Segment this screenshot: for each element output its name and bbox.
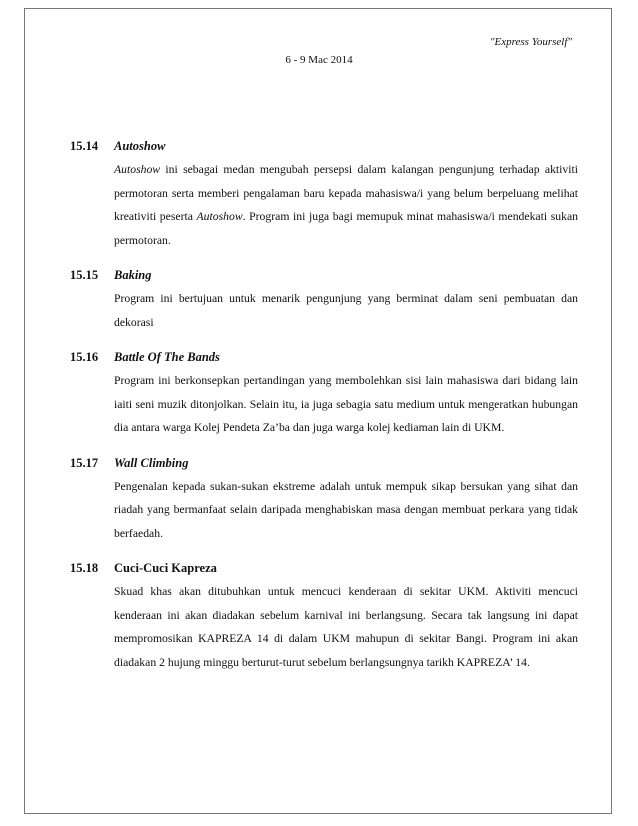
body-part-italic: Autoshow: [196, 210, 243, 223]
section-heading: [70, 453, 578, 473]
section-title: Autoshow: [114, 139, 166, 153]
section-number: 15.17: [70, 455, 99, 470]
section-body: Skuad khas akan ditubuhkan untuk mencuci kenderaan di sekitar UKM. Aktiviti mencuci kenderaan ini akan diadakan sebelum karnival ini berlangsung. Secara tak langsung ini dapat mempromosikan KAPREZA 14 di dalam UKM mahupun di sekitar Bangi. Program ini akan diadakan 2 hujung minggu berturut-turut sebelum berlangsungnya tarikh KAPREZA’ 14.: [114, 585, 578, 669]
section-heading: [70, 136, 578, 156]
section-title: Baking: [114, 268, 152, 282]
body-part: ini sebagai medan mengubah persepsi dalam kalangan pengunjung terhadap aktiviti permotoran serta memberi pengalaman baru kepada mahasiswa/i yang belum berpeluang melihat kreativiti peserta: [114, 163, 578, 223]
section-heading: [70, 558, 578, 578]
header-slogan: "Express Yourself": [489, 36, 572, 48]
section-body: Pengenalan kepada sukan-sukan ekstreme adalah untuk mempuk sikap bersukan yang sihat dan riadah yang bermanfaat selain daripada menghabiskan masa dengan membuat perkara yang tidak berfaedah.: [114, 479, 578, 540]
section-heading: [70, 265, 578, 285]
section-baking: [70, 265, 578, 334]
section-number: 15.14: [70, 139, 99, 153]
section-cuci-cuci-kapreza: [70, 558, 578, 674]
body-part-italic: Autoshow: [114, 163, 161, 176]
body-part: . Program ini juga bagi memupuk minat mahasiswa/i mendekati sukan permotoran.: [114, 210, 578, 247]
section-heading: [70, 347, 578, 367]
section-body: Program ini bertujuan untuk menarik pengunjung yang berminat dalam seni pembuatan dan dekorasi: [114, 292, 578, 329]
section-number: 15.15: [70, 268, 99, 282]
section-title: Cuci-Cuci Kapreza: [114, 561, 217, 575]
section-number: 15.18: [70, 561, 99, 575]
header-date: 6 - 9 Mac 2014: [285, 54, 353, 66]
section-body: [114, 158, 578, 252]
section-autoshow: [70, 136, 578, 252]
section-battle-of-the-bands: [70, 347, 578, 440]
section-title: Battle Of The Bands: [114, 350, 220, 364]
section-number: 15.16: [70, 350, 99, 364]
section-list: [70, 136, 578, 687]
section-title: Wall Climbing: [114, 455, 189, 470]
section-wall-climbing: [70, 453, 578, 546]
section-body: Program ini berkonsepkan pertandingan yang membolehkan sisi lain mahasiswa dari bidang lain iaiti seni muzik ditonjolkan. Selain itu, ia juga sebagia satu medium untuk mengeratkan hubungan dia antara warga Kolej Pendeta Za’ba dan juga warga kolej kediaman lain di UKM.: [114, 374, 578, 434]
